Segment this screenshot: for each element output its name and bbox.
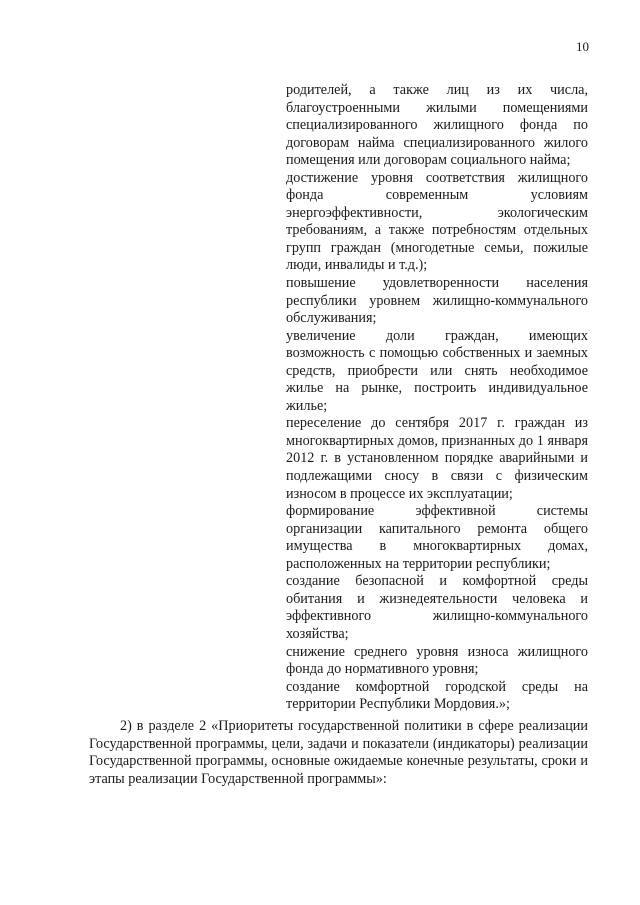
goal-item: создание комфортной городской среды на территории Республики Мордовия.»; xyxy=(286,678,588,713)
goal-item: увеличение доли граждан, имеющих возможность с помощью собственных и заемных средств, приобрести или снять необходимое жилье на рынке, построить индивидуальное жилье; xyxy=(286,327,588,414)
page-number: 10 xyxy=(576,39,589,54)
goals-column xyxy=(286,82,588,714)
goal-item: формирование эффективной системы организации капитального ремонта общего имущества в многоквартирных домах, расположенных на территории республики; xyxy=(286,503,588,572)
amendment-paragraph: 2) в разделе 2 «Приоритеты государственной политики в сфере реализации Государственной программы, цели, задачи и показатели (индикаторы) реализации Государственной программы, основные ожидаемые конечные результаты, сроки и этапы реализации Государственной программы»: xyxy=(89,718,588,787)
goal-item: создание безопасной и комфортной среды обитания и жизнедеятельности человека и эффективного жилищно-коммунального хозяйства; xyxy=(286,573,588,642)
goal-item: переселение до сентября 2017 г. граждан из многоквартирных домов, признанных до 1 января 2012 г. в установленном порядке аварийными и подлежащими сносу в связи с физическим износом в процессе их эксплуатации; xyxy=(286,415,588,502)
goal-item: достижение уровня соответствия жилищного фонда современным условиям энергоэффективности, экологическим требованиям, а также потребностям отдельных групп граждан (многодетные семьи, пожилые люди, инвалиды и т.д.); xyxy=(286,169,588,274)
goal-item: повышение удовлетворенности населения республики уровнем жилищно-коммунального обслуживания; xyxy=(286,275,588,327)
goal-item: родителей, а также лиц из их числа, благоустроенными жилыми помещениями специализированного жилищного фонда по договорам найма специализированного жилого помещения или договорам социального найма; xyxy=(286,82,588,169)
goal-item: снижение среднего уровня износа жилищного фонда до нормативного уровня; xyxy=(286,643,588,678)
